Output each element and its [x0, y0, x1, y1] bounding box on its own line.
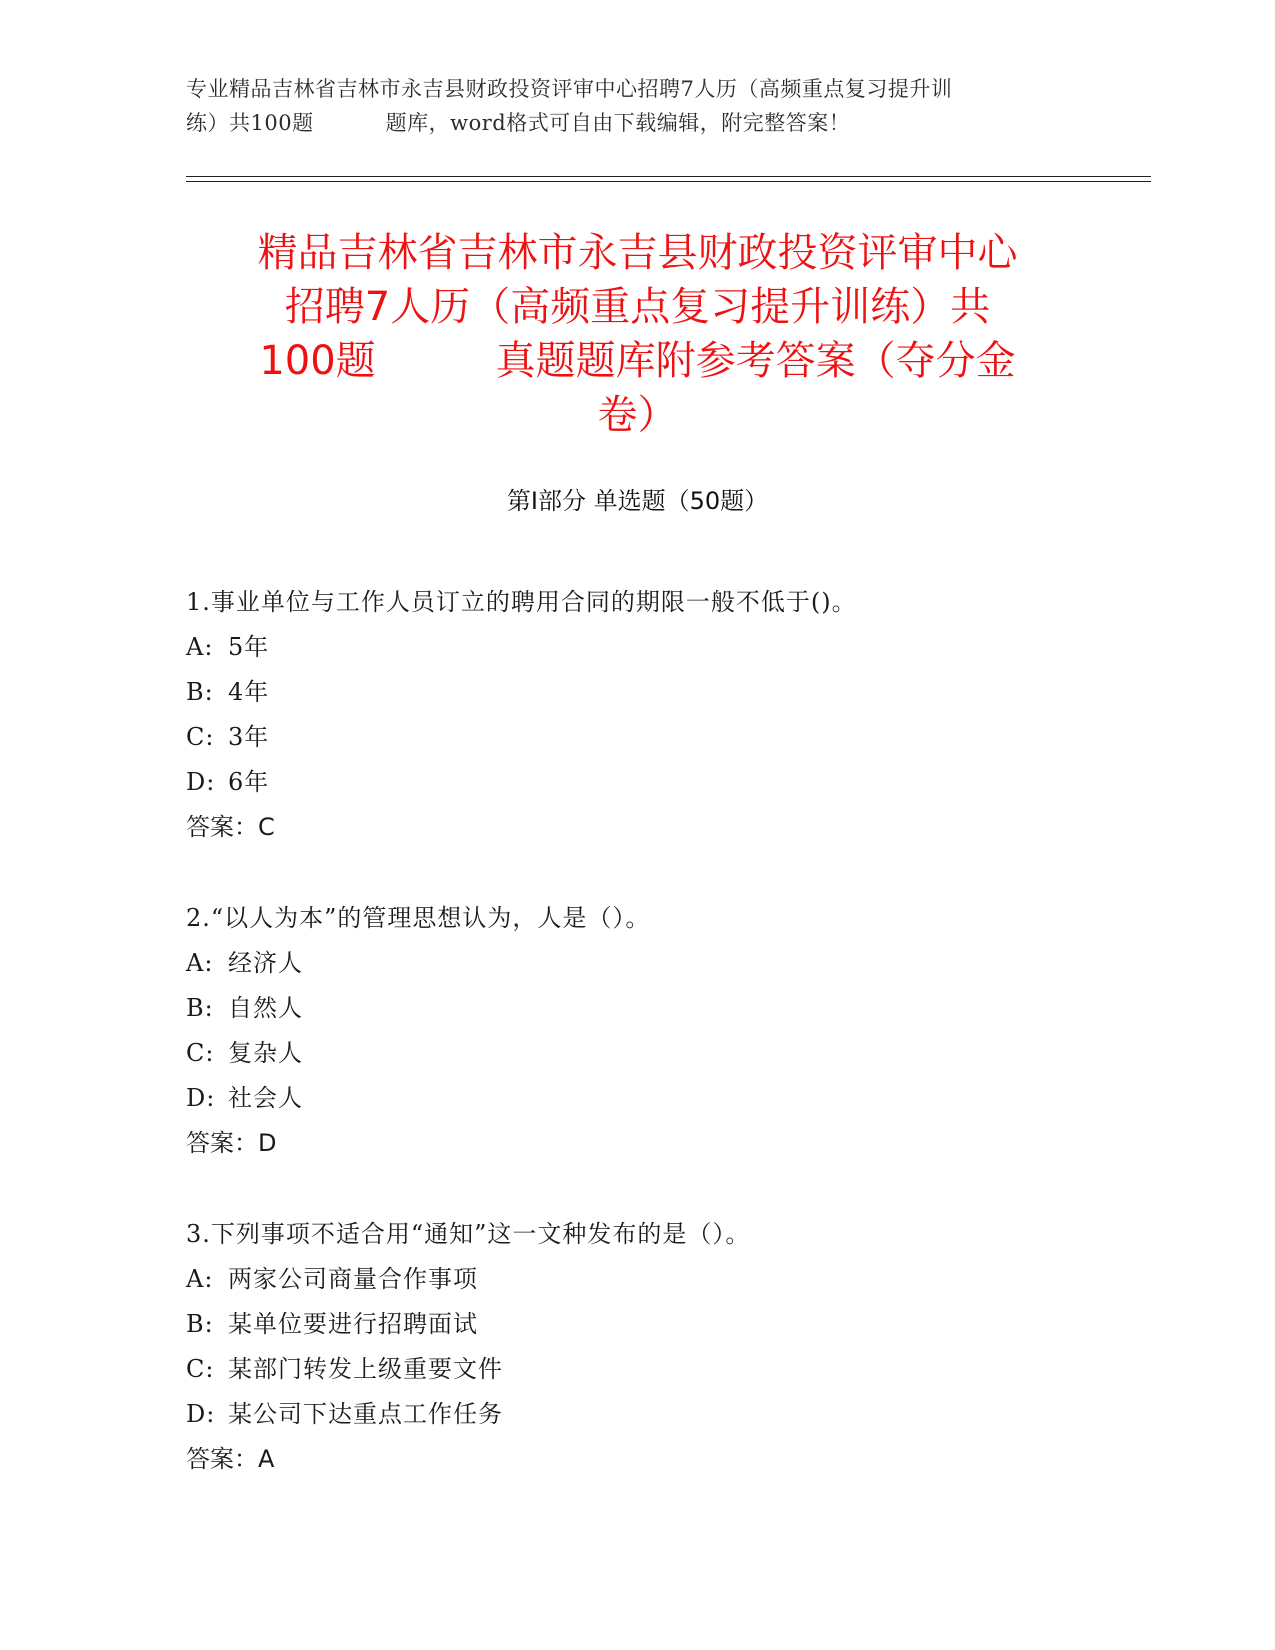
- title-line-2: 招聘7人历（高频重点复习提升训练）共: [284, 284, 991, 330]
- option-c: [186, 1031, 1146, 1076]
- option-text: 两家公司商量合作事项: [228, 1265, 478, 1293]
- running-header-line-1: 专业精品吉林省吉林市永吉县财政投资评审中心招聘7人历（高频重点复习提升训: [186, 77, 953, 101]
- option-letter: C:: [186, 723, 215, 751]
- option-c: [186, 1347, 1146, 1392]
- title-line-3-start: 100题: [259, 338, 376, 384]
- header-divider-top: [186, 176, 1151, 177]
- running-header-line-2-end: 题库，word格式可自由下载编辑，附完整答案！: [385, 111, 851, 135]
- option-letter: B:: [186, 678, 214, 706]
- option-text: 3年: [228, 723, 270, 751]
- option-letter: C:: [186, 1355, 215, 1383]
- answer: 答案：A: [186, 1445, 275, 1473]
- title-line-1: 精品吉林省吉林市永吉县财政投资评审中心: [257, 230, 1018, 276]
- title-line-3: [160, 334, 1115, 388]
- section-heading: 第Ⅰ部分 单选题（50题）: [506, 487, 769, 515]
- option-letter: B:: [186, 1310, 214, 1338]
- option-text: 某部门转发上级重要文件: [228, 1355, 503, 1383]
- option-b: [186, 986, 1146, 1031]
- option-text: 复杂人: [228, 1039, 303, 1067]
- running-header: [186, 72, 1091, 140]
- option-b: [186, 670, 1146, 715]
- header-divider-bottom: [186, 181, 1151, 182]
- option-a: [186, 941, 1146, 986]
- option-text: 某单位要进行招聘面试: [228, 1310, 478, 1338]
- option-text: 5年: [228, 633, 270, 661]
- running-header-line-2: [186, 106, 1091, 140]
- question-2: [186, 896, 1146, 1166]
- question-3: [186, 1212, 1146, 1482]
- option-text: 4年: [228, 678, 270, 706]
- option-letter: A:: [186, 949, 214, 977]
- option-letter: D:: [186, 768, 216, 796]
- question-1: [186, 580, 1146, 850]
- option-text: 社会人: [228, 1084, 303, 1112]
- option-text: 某公司下达重点工作任务: [228, 1400, 503, 1428]
- option-text: 自然人: [228, 994, 303, 1022]
- option-text: 6年: [228, 768, 270, 796]
- option-letter: B:: [186, 994, 214, 1022]
- option-c: [186, 715, 1146, 760]
- title-line-3-end: 真题题库附参考答案（夺分金: [495, 338, 1016, 384]
- option-letter: D:: [186, 1084, 216, 1112]
- option-letter: A:: [186, 633, 214, 661]
- option-letter: A:: [186, 1265, 214, 1293]
- answer: 答案：C: [186, 813, 275, 841]
- option-d: [186, 1392, 1146, 1437]
- question-stem: 2.“以人为本”的管理思想认为，人是（）。: [186, 904, 651, 932]
- document-title: [160, 226, 1115, 442]
- option-text: 经济人: [228, 949, 303, 977]
- option-letter: C:: [186, 1039, 215, 1067]
- question-stem: 3.下列事项不适合用“通知”这一文种发布的是（）。: [186, 1220, 751, 1248]
- title-line-4: 卷）: [597, 392, 678, 438]
- question-stem: 1.事业单位与工作人员订立的聘用合同的期限一般不低于()。: [186, 588, 857, 616]
- answer: 答案：D: [186, 1129, 277, 1157]
- option-a: [186, 1257, 1146, 1302]
- option-b: [186, 1302, 1146, 1347]
- option-d: [186, 760, 1146, 805]
- option-d: [186, 1076, 1146, 1121]
- running-header-line-2-start: 练）共100题: [186, 111, 314, 135]
- option-letter: D:: [186, 1400, 216, 1428]
- option-a: [186, 625, 1146, 670]
